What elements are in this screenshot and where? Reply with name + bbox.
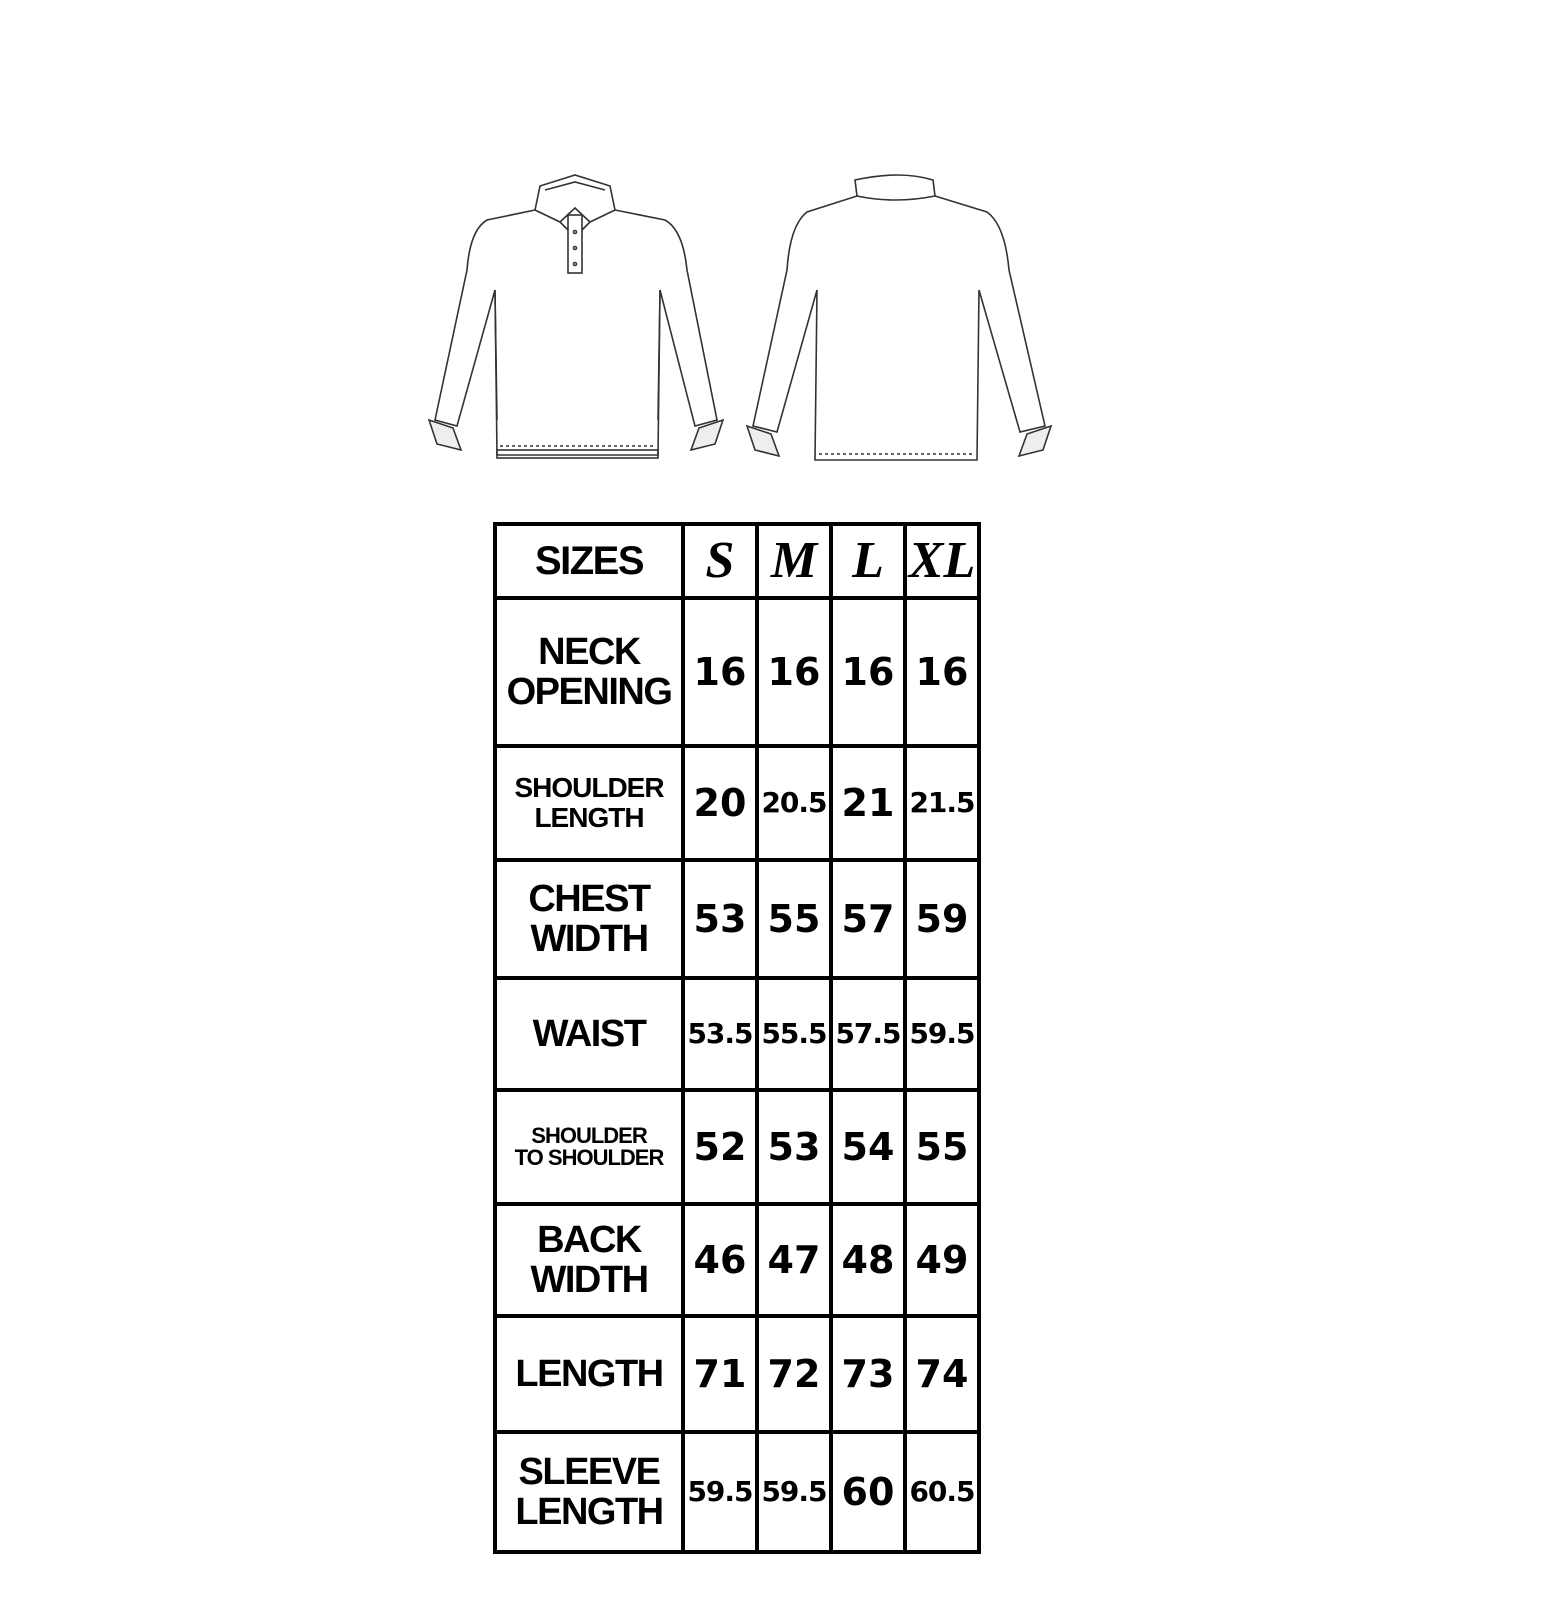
cell-value: 53 bbox=[683, 860, 757, 978]
cell-value: 71 bbox=[683, 1316, 757, 1432]
cell-value: 57 bbox=[831, 860, 905, 978]
table-row bbox=[495, 860, 979, 978]
cell-value: 59.5 bbox=[683, 1432, 757, 1552]
row-label-sleeve-length: SLEEVE LENGTH bbox=[495, 1432, 683, 1552]
cell-value: 48 bbox=[831, 1204, 905, 1316]
table-row bbox=[495, 978, 979, 1090]
cell-value: 55 bbox=[757, 860, 831, 978]
row-label-shoulder-length: SHOULDER LENGTH bbox=[495, 746, 683, 860]
cell-value: 60.5 bbox=[905, 1432, 979, 1552]
polo-shirt-front-icon bbox=[425, 170, 730, 470]
size-s-header: S bbox=[683, 524, 757, 598]
row-label-back-width: BACK WIDTH bbox=[495, 1204, 683, 1316]
size-m-header: M bbox=[757, 524, 831, 598]
cell-value: 73 bbox=[831, 1316, 905, 1432]
cell-value: 16 bbox=[683, 598, 757, 746]
cell-value: 54 bbox=[831, 1090, 905, 1204]
cell-value: 49 bbox=[905, 1204, 979, 1316]
table-row bbox=[495, 1316, 979, 1432]
row-label-length: LENGTH bbox=[495, 1316, 683, 1432]
cell-value: 16 bbox=[831, 598, 905, 746]
table-row bbox=[495, 598, 979, 746]
table-row bbox=[495, 1090, 979, 1204]
size-chart-table bbox=[493, 522, 981, 1554]
table-row bbox=[495, 1432, 979, 1552]
cell-value: 59.5 bbox=[905, 978, 979, 1090]
size-header-row bbox=[495, 524, 979, 598]
cell-value: 72 bbox=[757, 1316, 831, 1432]
polo-shirt-back-icon bbox=[745, 170, 1055, 470]
row-label-chest-width: CHEST WIDTH bbox=[495, 860, 683, 978]
size-xl-header: XL bbox=[905, 524, 979, 598]
cell-value: 59 bbox=[905, 860, 979, 978]
cell-value: 53.5 bbox=[683, 978, 757, 1090]
table-row bbox=[495, 746, 979, 860]
cell-value: 20 bbox=[683, 746, 757, 860]
row-label-shoulder-to-shoulder: SHOULDER TO SHOULDER bbox=[495, 1090, 683, 1204]
cell-value: 60 bbox=[831, 1432, 905, 1552]
row-label-waist: WAIST bbox=[495, 978, 683, 1090]
table-row bbox=[495, 1204, 979, 1316]
cell-value: 46 bbox=[683, 1204, 757, 1316]
cell-value: 55 bbox=[905, 1090, 979, 1204]
row-label-neck-opening: NECK OPENING bbox=[495, 598, 683, 746]
cell-value: 20.5 bbox=[757, 746, 831, 860]
cell-value: 16 bbox=[905, 598, 979, 746]
sizes-header: SIZES bbox=[495, 524, 683, 598]
cell-value: 21.5 bbox=[905, 746, 979, 860]
cell-value: 59.5 bbox=[757, 1432, 831, 1552]
cell-value: 57.5 bbox=[831, 978, 905, 1090]
cell-value: 53 bbox=[757, 1090, 831, 1204]
cell-value: 21 bbox=[831, 746, 905, 860]
cell-value: 52 bbox=[683, 1090, 757, 1204]
size-l-header: L bbox=[831, 524, 905, 598]
cell-value: 55.5 bbox=[757, 978, 831, 1090]
cell-value: 16 bbox=[757, 598, 831, 746]
cell-value: 47 bbox=[757, 1204, 831, 1316]
cell-value: 74 bbox=[905, 1316, 979, 1432]
